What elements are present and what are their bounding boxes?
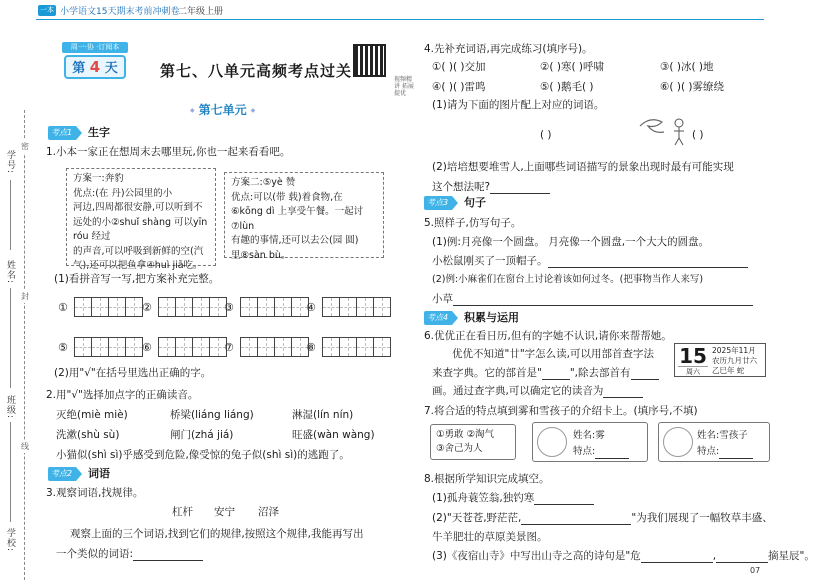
section-2-name: 词语	[88, 467, 110, 480]
writing-cell[interactable]	[322, 297, 340, 317]
section-1-tag: 考点1	[48, 126, 76, 140]
plan1-line: 远处的小②shuǐ shàng 可以yīn róu 经过	[73, 216, 208, 242]
q8-2c: 牛羊肥壮的草原美景图。	[432, 531, 548, 543]
fog-trait	[573, 445, 629, 459]
writing-cell[interactable]	[356, 337, 374, 357]
grid-group-2	[142, 296, 226, 318]
grade-label: 二年级上册	[178, 7, 224, 17]
snow-child-card	[658, 422, 770, 462]
q8-text: 8.根据所学知识完成填空。	[424, 473, 550, 485]
q5-2-example: (2)例:小麻雀们在窗台上讨论着该如何过冬。(把事物当作人来写)	[432, 274, 704, 285]
section-1-name: 生字	[88, 126, 110, 139]
section-4-name: 积累与运用	[464, 311, 519, 324]
day-suffix: 天	[104, 61, 118, 76]
q8-1-blank[interactable]	[534, 504, 594, 505]
writing-cell[interactable]	[125, 297, 143, 317]
grid-group-8	[306, 336, 390, 358]
q4-word: ④( )( )雷鸣	[432, 81, 486, 93]
q6-para-1: 优优不知道"廿"字怎么读,可以用部首查字法	[452, 348, 654, 360]
day-number	[64, 55, 126, 79]
day-badge	[58, 42, 132, 82]
q8-2-blank[interactable]	[521, 524, 631, 525]
writing-cell[interactable]	[373, 297, 391, 317]
qr-code[interactable]	[353, 44, 386, 77]
class-label: 班级:	[5, 395, 15, 420]
q7-options-box	[430, 424, 516, 460]
calendar-line: 乙巳年 蛇	[712, 366, 745, 375]
q3-text-2-label: 一个类似的词语:	[56, 548, 134, 560]
day-num: 4	[89, 58, 101, 76]
page-title: 第七、八单元高频考点过关	[160, 62, 353, 80]
day-tag: 周一·协 ·订阅本	[62, 42, 128, 53]
q8-3-blank-1[interactable]	[641, 562, 713, 563]
grid-group-6	[142, 336, 226, 358]
calendar-info	[712, 346, 757, 376]
q1-1-text: (1)看拼音写一写,把方案补充完整。	[54, 273, 220, 285]
writing-cell[interactable]	[74, 337, 92, 357]
pron-sentence: 小猫似(shì sì)乎感受到危险,像受惊的兔子似(shì sì)的逃跑了。	[56, 449, 350, 461]
writing-cell[interactable]	[158, 297, 176, 317]
q4-2-blank[interactable]	[490, 193, 550, 194]
writing-cell[interactable]	[373, 337, 391, 357]
school-label: 学校:	[5, 528, 15, 553]
writing-cell[interactable]	[192, 337, 210, 357]
fog-trait-blank[interactable]	[595, 458, 629, 459]
writing-cell[interactable]	[339, 297, 357, 317]
writing-cell[interactable]	[274, 337, 292, 357]
plan1-line: 优点:(在 丹)公园里的小	[73, 187, 173, 199]
q4-word: ⑥( )( )雾缭绕	[660, 81, 724, 93]
plan1-line: 气),还可以把鱼拿④huì jiā吃。	[73, 260, 203, 271]
writing-cell[interactable]	[125, 337, 143, 357]
q3-word: 沼泽	[258, 506, 279, 518]
name-line	[10, 288, 11, 388]
plan1-line: 河边,四周都很安静,可以听到不	[73, 202, 203, 213]
writing-cell[interactable]	[192, 297, 210, 317]
q3-word: 安宁	[214, 506, 235, 518]
q4-2-text-b	[432, 180, 550, 194]
series-title: 小学语文15天期末考前冲刺卷	[60, 7, 180, 17]
plan2-line: ⑥kōng dì 上享受午餐。一起讨⑦lùn	[231, 206, 364, 232]
snow-trait-label: 特点:	[697, 446, 720, 457]
pron-item: 灭绝(miè miè)	[56, 409, 128, 421]
q5-text: 5.照样子,仿写句子。	[424, 217, 522, 229]
answer-paren[interactable]: ( )	[540, 129, 552, 141]
writing-cell[interactable]	[91, 297, 109, 317]
calendar-line: 农历九月廿六	[712, 356, 757, 365]
plan1-line: 方案一:奔豹	[73, 173, 124, 184]
answer-paren[interactable]: ( )	[692, 129, 704, 141]
q1-text: 1.小本一家正在想周末去哪里玩,你也一起来看看吧。	[46, 146, 291, 158]
q8-1-label: (1)孤舟蓑笠翁,独钓寒	[432, 492, 535, 504]
q3-text-1: 观察上面的三个词语,找到它们的规律,按照这个规律,我能再写出	[70, 528, 364, 540]
pron-item: 洗漱(shù sù)	[56, 429, 120, 441]
q6-p3a: 画。通过查字典,可以确定它的读音为	[432, 385, 604, 397]
grid-group-4	[306, 296, 390, 318]
grid-group-5	[58, 336, 142, 358]
snow-child-trait	[697, 445, 753, 459]
q4-word: ②( )寒( )呼啸	[540, 61, 604, 73]
grid-group-7	[224, 336, 308, 358]
q6-p2b: ",除去部首有	[569, 367, 631, 379]
q6-pinyin-blank[interactable]	[603, 397, 643, 398]
writing-cell[interactable]	[240, 337, 258, 357]
q8-3	[432, 549, 815, 563]
snow-child-name: 姓名:雪孩子	[697, 430, 748, 441]
q5-1-prompt	[432, 254, 748, 268]
q5-2-prompt	[432, 292, 753, 306]
class-line	[10, 422, 11, 522]
series-badge: 一本	[40, 6, 54, 14]
grid-num: ①	[58, 300, 68, 314]
grid-num: ③	[224, 300, 234, 314]
q6-stroke-blank[interactable]	[631, 379, 659, 380]
number-line	[10, 180, 11, 250]
qr-caption: 视频精讲 拓展提优	[394, 76, 414, 97]
writing-cell[interactable]	[91, 337, 109, 357]
q8-3c: 摘星辰"。	[768, 550, 815, 562]
unit-title: ◆ 第七单元 ◆	[186, 101, 259, 118]
q3-text: 3.观察词语,找规律。	[46, 487, 144, 499]
writing-cell[interactable]	[257, 297, 275, 317]
q8-2a: (2)"天苍苍,野茫茫,	[432, 512, 522, 524]
plan2-line: 方案二:⑤yè 赞	[231, 177, 296, 188]
q7-option: ③舍己为人	[436, 443, 483, 454]
plan2-line: 优点:可以(带 载)着食物,在	[231, 191, 343, 203]
fog-trait-label: 特点:	[573, 446, 596, 457]
binding-margin	[0, 110, 36, 580]
writing-cell[interactable]	[74, 297, 92, 317]
q8-3a: (3)《夜宿山寺》中写出山寺之高的诗句是"危	[432, 550, 641, 562]
q8-2b: "为我们展现了一幅牧草丰盛、	[631, 512, 773, 524]
snowman-icon	[663, 427, 693, 457]
pron-item: 桥梁(liáng liáng)	[170, 409, 254, 421]
grid-num: ④	[306, 300, 316, 314]
writing-cell[interactable]	[339, 337, 357, 357]
pron-item: 闸门(zhá jiá)	[170, 429, 234, 441]
q4-text: 4.先补充词语,再完成练习(填序号)。	[424, 43, 593, 55]
seal-mark-3: 线	[21, 442, 29, 451]
writing-cell[interactable]	[175, 337, 193, 357]
q6-radical-blank[interactable]	[542, 379, 570, 380]
seal-mark-2: 封	[21, 292, 29, 301]
grid-group-3	[224, 296, 308, 318]
cut-line	[24, 110, 25, 580]
section-3-tag: 考点3	[424, 196, 452, 210]
grid-num: ⑥	[142, 340, 152, 354]
section-1-header	[48, 126, 168, 140]
seal-mark-1: 密	[21, 142, 29, 151]
q3-word: 杠杆	[172, 506, 193, 518]
q6-p2a: 来查字典。它的部首是"	[432, 367, 542, 379]
q6-para-2	[432, 366, 659, 380]
page-number: 07	[750, 566, 761, 575]
day-prefix: 第	[72, 61, 86, 76]
fog-name: 姓名:雾	[573, 430, 605, 441]
q3-answer-blank[interactable]	[133, 560, 203, 561]
grid-num: ⑧	[306, 340, 316, 354]
plan1-line: 的声音,可以呼吸到新鲜的空(汽	[73, 245, 204, 257]
plan-two-box	[224, 172, 384, 261]
header-divider	[36, 19, 764, 20]
q5-2-blank[interactable]	[453, 305, 753, 306]
writing-cell[interactable]	[175, 297, 193, 317]
name-label: 姓名:	[5, 260, 15, 285]
q5-1-label: 小松鼠刚买了一顶帽子。	[432, 255, 548, 267]
q2-text: 2.用"√"选择加点字的正确读音。	[46, 389, 199, 401]
number-label: 学号:	[5, 150, 15, 175]
writing-cell[interactable]	[257, 337, 275, 357]
q4-2-text-a: (2)培培想要堆雪人,上面哪些词语描写的景象出现时最有可能实现	[432, 161, 734, 173]
q6-text: 6.优优正在看日历,但有的字她不认识,请你来帮帮她。	[424, 330, 672, 342]
grid-group-1	[58, 296, 142, 318]
q4-word: ⑤( )鹅毛( )	[540, 81, 594, 93]
wind-icon	[638, 112, 668, 138]
plan-one-box	[66, 168, 216, 271]
writing-cell[interactable]	[356, 297, 374, 317]
writing-cell[interactable]	[274, 297, 292, 317]
q5-1-example: (1)例:月亮像一个圆盘。 月亮像一个圆盘,一个大大的圆盘。	[432, 236, 710, 248]
snow-trait-blank[interactable]	[719, 458, 753, 459]
calendar-day: 15	[679, 344, 707, 368]
calendar-line: 2025年11月	[712, 346, 756, 355]
fog-card	[532, 422, 648, 462]
writing-cell[interactable]	[108, 297, 126, 317]
section-2-tag: 考点2	[48, 467, 76, 481]
grid-num: ⑦	[224, 340, 234, 354]
q7-option: ①勇敢 ②淘气	[436, 429, 495, 440]
writing-cell[interactable]	[158, 337, 176, 357]
q6-para-3	[432, 384, 643, 398]
writing-cell[interactable]	[108, 337, 126, 357]
q4-word: ③( )冰( )地	[660, 61, 714, 73]
q4-1-text: (1)请为下面的图片配上对应的词语。	[432, 99, 605, 111]
q8-1	[432, 491, 594, 505]
q4-2-label: 这个想法呢?	[432, 181, 491, 193]
q1-2-text: (2)用"√"在括号里选出正确的字。	[54, 367, 212, 379]
q8-3-blank-2[interactable]	[716, 562, 768, 563]
calendar-card	[674, 343, 766, 377]
q7-text: 7.将合适的特点填到雾和雪孩子的介绍卡上。(填序号,不填)	[424, 405, 698, 417]
section-4-header	[424, 311, 564, 325]
section-3-header	[424, 196, 544, 210]
writing-cell[interactable]	[322, 337, 340, 357]
q5-1-blank[interactable]	[548, 267, 748, 268]
section-2-header	[48, 467, 168, 481]
q3-text-2	[56, 547, 203, 561]
plan2-line: 有趣的事情,还可以去公(园 圆)	[231, 235, 359, 246]
calendar-weekday: 周六	[678, 366, 708, 377]
section-4-tag: 考点4	[424, 311, 452, 325]
child-figure-icon	[672, 118, 686, 146]
q5-2-label: 小草	[432, 293, 453, 305]
pron-item: 旺盛(wàn wàng)	[292, 429, 375, 441]
q8-3b: ,	[712, 550, 717, 562]
q8-2	[432, 511, 773, 525]
writing-cell[interactable]	[240, 297, 258, 317]
section-3-name: 句子	[464, 196, 486, 209]
grid-num: ⑤	[58, 340, 68, 354]
q4-word: ①( )( )交加	[432, 61, 486, 73]
fog-figure-icon	[537, 427, 567, 457]
grid-num: ②	[142, 300, 152, 314]
plan2-line: 里⑧sàn bù。	[231, 249, 291, 261]
pron-item: 淋湿(lín nín)	[292, 409, 354, 421]
